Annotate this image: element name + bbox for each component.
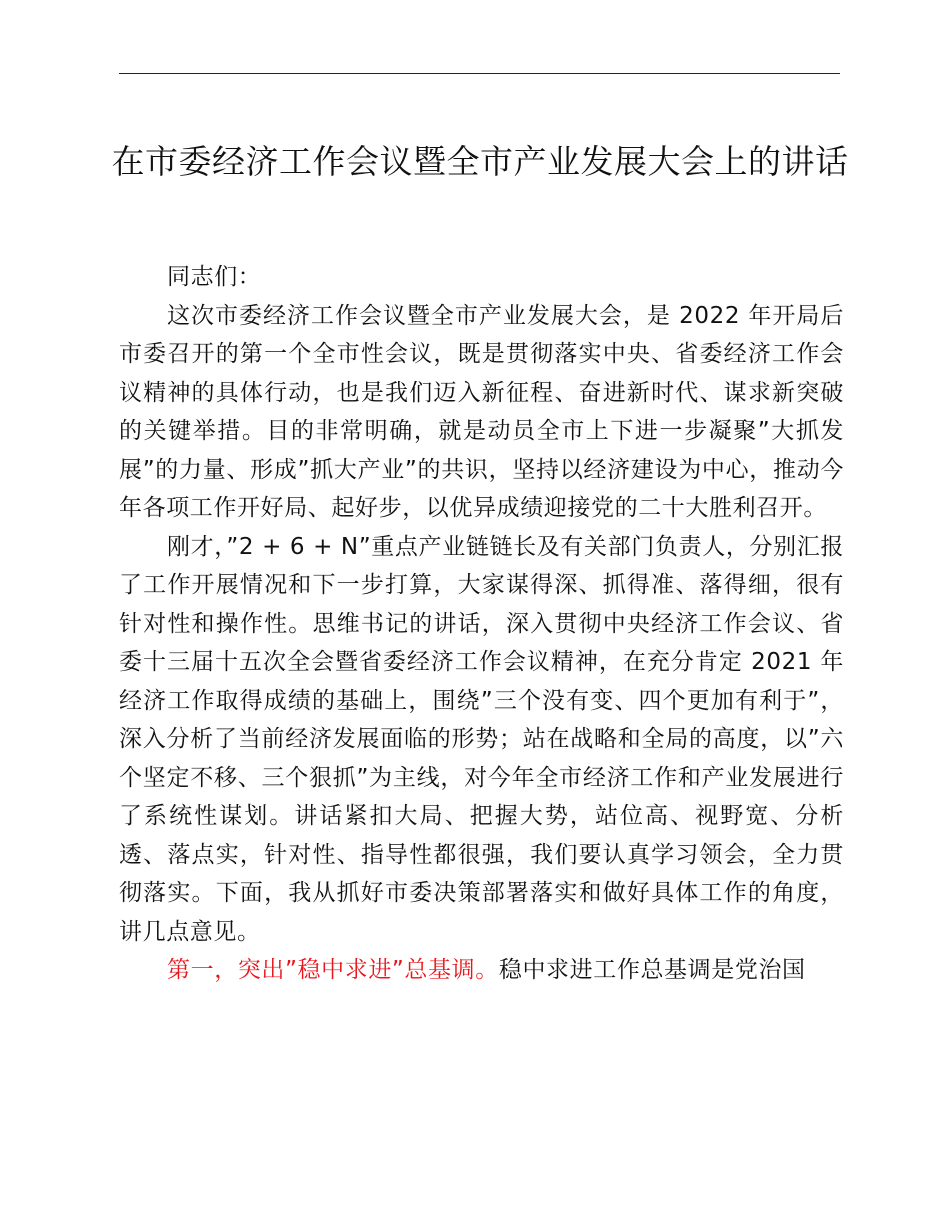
paragraph-1: 这次市委经济工作会议暨全市产业发展大会，是 2022 年开局后市委召开的第一个全市性会议，既是贯彻落实中央、省委经济工作会议精神的具体行动，也是我们迈入新征程、奋进新时代、谋求新突破的关键举措。目的非常明确，就是动员全市上下进一步凝聚”大抓发展”的力量、形成”抓大产业”的共识，坚持以经济建设为中心，推动今年各项工作开好局、起好步，以优异成绩迎接党的二十大胜利召开。 <box>119 302 844 521</box>
document-body <box>119 258 844 990</box>
header-rule <box>119 73 840 74</box>
document-title: 在市委经济工作会议暨全市产业发展大会上的讲话 <box>111 142 849 181</box>
section-text-1: 稳中求进工作总基调是党治国 <box>498 957 806 983</box>
section-heading-1: 第一，突出”稳中求进”总基调。 <box>167 957 499 983</box>
paragraph-3 <box>119 951 844 990</box>
greeting: 同志们： <box>167 264 262 290</box>
paragraph-2: 刚才，”2 + 6 + N”重点产业链链长及有关部门负责人，分别汇报了工作开展情况和下一步打算，大家谋得深、抓得准、落得细，很有针对性和操作性。思维书记的讲话，深入贯彻中央经济工作会议、省委十三届十五次全会暨省委经济工作会议精神，在充分肯定 2021 年经济工作取得成绩的基础上，围绕”三个没有变、四个更加有利于”，深入分析了当前经济发展面临的形势；站在战略和全局的高度，以”六个坚定不移、三个狠抓”为主线，对今年全市经济工作和产业发展进行了系统性谋划。讲话紧扣大局、把握大势，站位高、视野宽、分析透、落点实，针对性、指导性都很强，我们要认真学习领会，全力贯彻落实。下面，我从抓好市委决策部署落实和做好具体工作的角度，讲几点意见。 <box>119 533 844 945</box>
